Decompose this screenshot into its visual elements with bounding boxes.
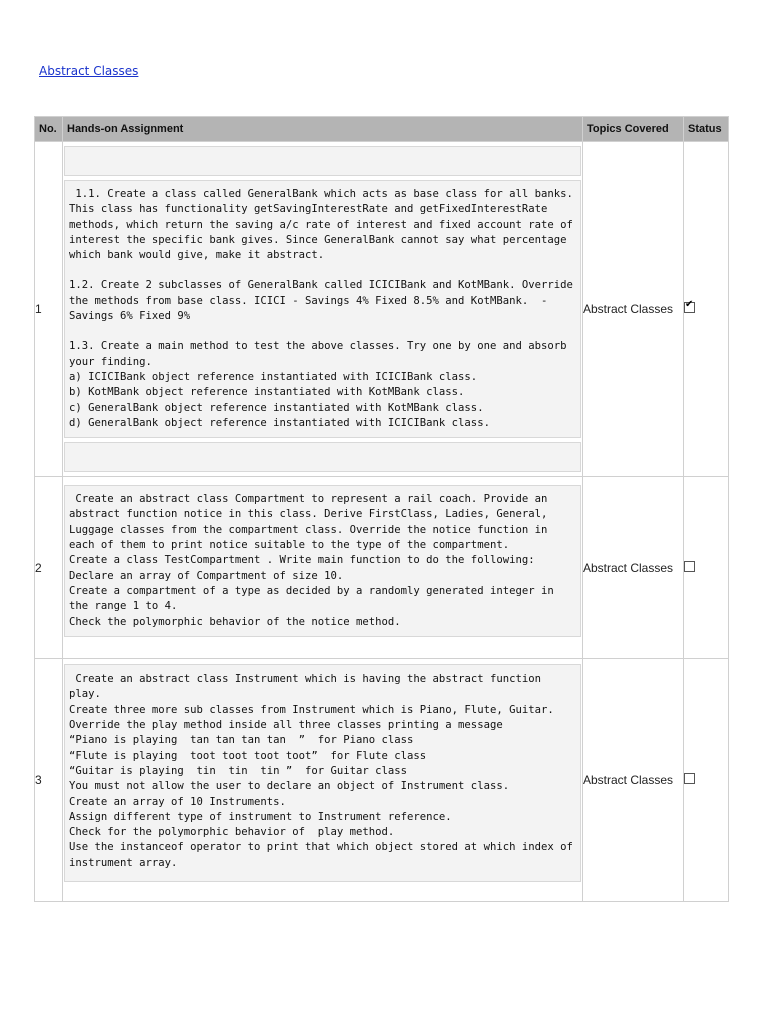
assignment-text-box [64, 664, 581, 882]
row-number: 1 [35, 142, 63, 477]
topic-cell: Abstract Classes [583, 659, 684, 902]
row-number: 2 [35, 477, 63, 659]
row-number: 3 [35, 659, 63, 902]
assignment-paragraph: 1.2. Create 2 subclasses of GeneralBank called ICICIBank and KotMBank. Override the methods from base class. ICICI - Savings 4% Fixed 8.5% and KotMBank. - Savings 6% Fixed 9% [69, 279, 580, 323]
assignment-text-box [64, 485, 581, 637]
assignment-cell [63, 477, 583, 659]
header-status: Status [684, 117, 729, 142]
table-row [35, 659, 729, 902]
assignment-text-box [64, 180, 581, 438]
status-checkbox[interactable] [684, 773, 695, 784]
assignment-paragraph: 1.1. Create a class called GeneralBank which acts as base class for all banks. This class has functionality getSavingInterestRate and getFixedInterestRate methods, which return the saving a/c rate of interest and fixed account rate of interest the specific bank gives. Since GeneralBank cannot say what percentage which bank would give, make it abstract. [69, 188, 580, 262]
status-cell [684, 477, 729, 659]
table-row [35, 142, 729, 477]
empty-code-box [64, 442, 581, 472]
topic-cell: Abstract Classes [583, 142, 684, 477]
header-topics-covered: Topics Covered [583, 117, 684, 142]
assignment-paragraph: 1.3. Create a main method to test the above classes. Try one by one and absorb your finding. a) ICICIBank object reference instantiated with ICICIBank class. b) KotMBank object reference instantiated with KotMBank class. c) GeneralBank object reference instantiated with KotMBank class. d) GeneralBank object reference instantiated with ICICIBank class. [69, 340, 567, 429]
header-no: No. [35, 117, 63, 142]
status-checkbox[interactable] [684, 561, 695, 572]
status-cell [684, 659, 729, 902]
assignment-table [34, 116, 729, 902]
status-checkbox[interactable] [684, 302, 695, 313]
empty-code-box [64, 146, 581, 176]
table-row [35, 477, 729, 659]
assignment-paragraph: Create an abstract class Instrument which is having the abstract function play. Create three more sub classes from Instrument which is Piano, Flute, Guitar. Override the play method inside all three classes printing a message “Piano is playing tan tan tan tan ” for Piano class “Flute is playing toot toot toot toot” for Flute class “Guitar is playing tin tin tin ” for Guitar class You must not allow the user to declare an object of Instrument class. Create an array of 10 Instruments. Assign different type of instrument to Instrument reference. Check for the polymorphic behavior of play method. Use the instanceof operator to print that which object stored at which index of instrument array. [69, 673, 573, 869]
status-cell [684, 142, 729, 477]
assignment-cell [63, 659, 583, 902]
assignment-paragraph: Create an abstract class Compartment to represent a rail coach. Provide an abstract function notice in this class. Derive FirstClass, Ladies, General, Luggage classes from the compartment class. Override the notice function in each of them to print notice suitable to the type of the compartment. Create a class TestCompartment . Write main function to do the following: Declare an array of Compartment of size 10. Create a compartment of a type as decided by a randomly generated integer in the range 1 to 4. Check the polymorphic behavior of the notice method. [69, 493, 554, 628]
topic-cell: Abstract Classes [583, 477, 684, 659]
header-hands-on-assignment: Hands-on Assignment [63, 117, 583, 142]
abstract-classes-link[interactable]: Abstract Classes [39, 64, 139, 78]
assignment-cell [63, 142, 583, 477]
table-header-row [35, 117, 729, 142]
